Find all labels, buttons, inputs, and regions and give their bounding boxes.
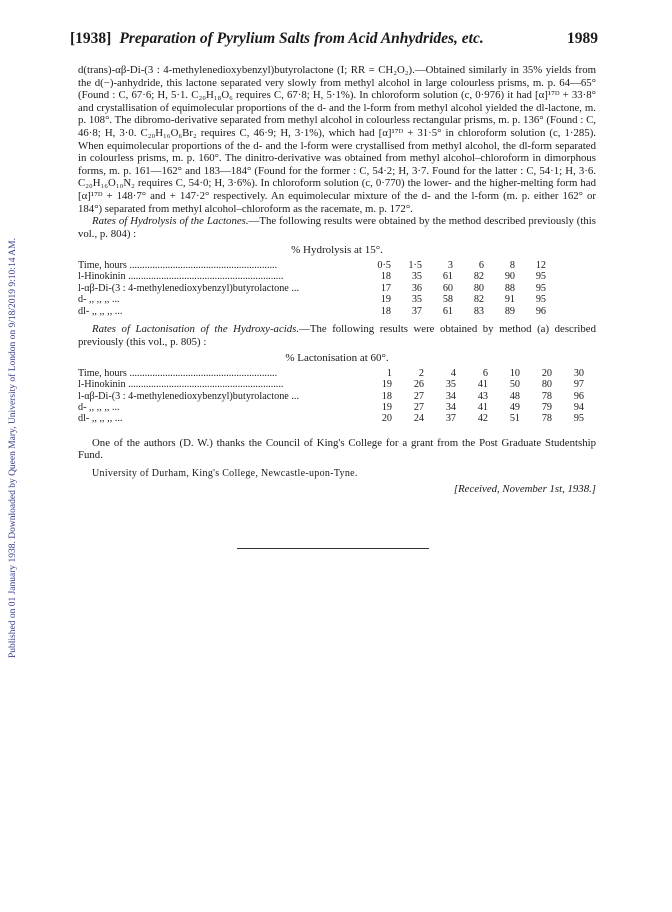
table-row bbox=[78, 368, 584, 379]
cell: 95 bbox=[573, 413, 584, 425]
page-number: 1989 bbox=[567, 30, 598, 47]
cell: 1·5 bbox=[408, 259, 422, 271]
download-watermark: Published on 01 January 1938. Downloaded by Queen Mary, University of London on 9/18/2019 9:10:14 AM. bbox=[8, 238, 18, 658]
table-row bbox=[78, 391, 584, 402]
lactonisation-intro bbox=[78, 323, 596, 348]
table-row bbox=[78, 306, 546, 317]
cell: 95 bbox=[535, 294, 546, 306]
cell: 19 bbox=[381, 379, 392, 391]
cell: 79 bbox=[541, 401, 552, 413]
cell: 96 bbox=[573, 390, 584, 402]
cell: 95 bbox=[535, 271, 546, 283]
table-row bbox=[78, 294, 546, 305]
cell: 51 bbox=[509, 413, 520, 425]
hydrolysis-table bbox=[78, 260, 546, 317]
affiliation: University of Durham, King's College, Newcastle-upon-Tyne. bbox=[92, 467, 358, 479]
cell: 43 bbox=[477, 390, 488, 402]
year-bracket: [1938] bbox=[70, 30, 112, 47]
row-label: Time, hours .......................................................... bbox=[78, 259, 278, 271]
page-header bbox=[70, 30, 598, 56]
hydrolysis-intro-text: —The following results were obtained by the method described previously (this vol., p. 804) : bbox=[78, 215, 597, 240]
row-label: dl- ,, ,, ,, ... bbox=[78, 305, 123, 317]
acknowledgement: One of the authors (D. W.) thanks the Council of King's College for a grant from the Post Graduate Studentship Fund. bbox=[78, 436, 596, 462]
table-row bbox=[78, 379, 584, 390]
cell: 12 bbox=[535, 259, 546, 271]
lactonisation-table bbox=[78, 368, 584, 425]
cell: 3 bbox=[447, 259, 453, 271]
cell: 61 bbox=[442, 271, 453, 283]
cell: 41 bbox=[477, 401, 488, 413]
row-label: l-αβ-Di-(3 : 4-methylenedioxybenzyl)butyrolactone ... bbox=[78, 390, 299, 402]
cell: 24 bbox=[413, 413, 424, 425]
cell: 50 bbox=[509, 379, 520, 391]
row-label: d- ,, ,, ,, ... bbox=[78, 294, 120, 306]
cell: 18 bbox=[380, 271, 391, 283]
cell: 6 bbox=[482, 367, 488, 379]
cell: 20 bbox=[541, 367, 552, 379]
hydrolysis-intro bbox=[78, 215, 596, 240]
cell: 36 bbox=[411, 282, 422, 294]
cell: 20 bbox=[381, 413, 392, 425]
end-rule bbox=[237, 548, 429, 549]
lactone-paragraph: d(trans)-αβ-Di-(3 : 4-methylenedioxybenzyl)butyrolactone (I; RR = CH₂O₂).—Obtained similarly in 35% yields from the d(−)-anhydride, this lactone separated very slowly from methyl alcohol in large colourless prisms, m. p. 64—65° (Found : C, 67·6; H, 5·1. C₂₀H₁₈O₆ requires C, 67·8; H, 5·1%). In chloroform solution (c, 0·976) it had [α]¹⁷ᴰ + 33·8° and crystallisation of equimolecular proportions of the d- and the l-form from methyl alcohol yielded the dl-lactone, m. p. 108°. The dibromo-derivative separated from methyl alcohol in colourless rectangular prisms, m. p. 136° (Found : C, 46·8; H, 3·0. C₂₀H₁₆O₆Br₂ requires C, 46·9; H, 3·1%), which had [α]¹⁷ᴰ + 31·5° in chloroform solution (c, 1·285). When equimolecular proportions of the d- and the l-form were crystallised from methyl alcohol, the dl-form separated in colourless prisms, m. p. 160°. The dinitro-derivative was obtained from methyl alcohol–chloroform in dimorphous forms, m. p. 161—162° and 183—184° (Found for the former : C, 54·2; H, 3·7. Found for the latter : C, 54·1; H, 3·6. C₂₀H₁₆O₁₀N₂ requires C, 54·0; H, 3·6%). In chloroform solution (c, 0·770) the lower- and the higher-melting form had [α]¹⁷ᴰ + 148·7° and + 147·2° respectively. An equimolecular mixture of the d- and the l-form (m. p. either 162° or 184°) separated from methyl alcohol–chloroform as the racemate, m. p. 172°. bbox=[78, 64, 596, 215]
cell: 30 bbox=[573, 367, 584, 379]
cell: 34 bbox=[445, 401, 456, 413]
row-label: l-Hinokinin ............................................................. bbox=[78, 271, 284, 283]
cell: 58 bbox=[442, 294, 453, 306]
cell: 2 bbox=[418, 367, 424, 379]
cell: 80 bbox=[473, 282, 484, 294]
cell: 18 bbox=[380, 305, 391, 317]
cell: 19 bbox=[380, 294, 391, 306]
cell: 1 bbox=[386, 367, 392, 379]
cell: 27 bbox=[413, 401, 424, 413]
cell: 26 bbox=[413, 379, 424, 391]
cell: 49 bbox=[509, 401, 520, 413]
cell: 0·5 bbox=[377, 259, 391, 271]
row-label: Time, hours .......................................................... bbox=[78, 367, 278, 379]
cell: 95 bbox=[535, 282, 546, 294]
lactonisation-heading: Rates of Lactonisation of the Hydroxy-acids. bbox=[92, 322, 300, 335]
cell: 34 bbox=[445, 390, 456, 402]
row-label: l-Hinokinin ............................................................. bbox=[78, 379, 284, 391]
cell: 27 bbox=[413, 390, 424, 402]
cell: 94 bbox=[573, 401, 584, 413]
cell: 6 bbox=[478, 259, 484, 271]
table-row bbox=[78, 260, 546, 271]
cell: 60 bbox=[442, 282, 453, 294]
cell: 89 bbox=[504, 305, 515, 317]
cell: 35 bbox=[445, 379, 456, 391]
cell: 35 bbox=[411, 294, 422, 306]
cell: 42 bbox=[477, 413, 488, 425]
cell: 41 bbox=[477, 379, 488, 391]
table-row bbox=[78, 413, 584, 424]
cell: 18 bbox=[381, 390, 392, 402]
cell: 8 bbox=[509, 259, 515, 271]
cell: 48 bbox=[509, 390, 520, 402]
row-label: d- ,, ,, ,, ... bbox=[78, 401, 120, 413]
cell: 78 bbox=[541, 390, 552, 402]
cell: 17 bbox=[380, 282, 391, 294]
table-row bbox=[78, 271, 546, 282]
cell: 37 bbox=[445, 413, 456, 425]
cell: 82 bbox=[473, 271, 484, 283]
row-label: l-αβ-Di-(3 : 4-methylenedioxybenzyl)butyrolactone ... bbox=[78, 282, 299, 294]
cell: 19 bbox=[381, 401, 392, 413]
running-title: Preparation of Pyrylium Salts from Acid Anhydrides, etc. bbox=[119, 30, 484, 47]
cell: 97 bbox=[573, 379, 584, 391]
cell: 78 bbox=[541, 413, 552, 425]
table-row bbox=[78, 283, 546, 294]
cell: 91 bbox=[504, 294, 515, 306]
article-body bbox=[78, 64, 596, 495]
lactonisation-table-title: % Lactonisation at 60°. bbox=[285, 352, 389, 365]
hydrolysis-heading: Rates of Hydrolysis of the Lactones. bbox=[92, 215, 249, 228]
lactonisation-intro-text: —The following results were obtained by method (a) described previously (this vol., p. 805) : bbox=[78, 322, 596, 348]
row-label: dl- ,, ,, ,, ... bbox=[78, 413, 123, 425]
received-date: [Received, November 1st, 1938.] bbox=[453, 482, 596, 495]
table-row bbox=[78, 402, 584, 413]
cell: 90 bbox=[504, 271, 515, 283]
cell: 82 bbox=[473, 294, 484, 306]
cell: 37 bbox=[411, 305, 422, 317]
cell: 4 bbox=[450, 367, 456, 379]
cell: 10 bbox=[509, 367, 520, 379]
cell: 80 bbox=[541, 379, 552, 391]
cell: 83 bbox=[473, 305, 484, 317]
cell: 61 bbox=[442, 305, 453, 317]
hydrolysis-table-title: % Hydrolysis at 15°. bbox=[291, 244, 383, 257]
cell: 96 bbox=[535, 305, 546, 317]
cell: 88 bbox=[504, 282, 515, 294]
cell: 35 bbox=[411, 271, 422, 283]
